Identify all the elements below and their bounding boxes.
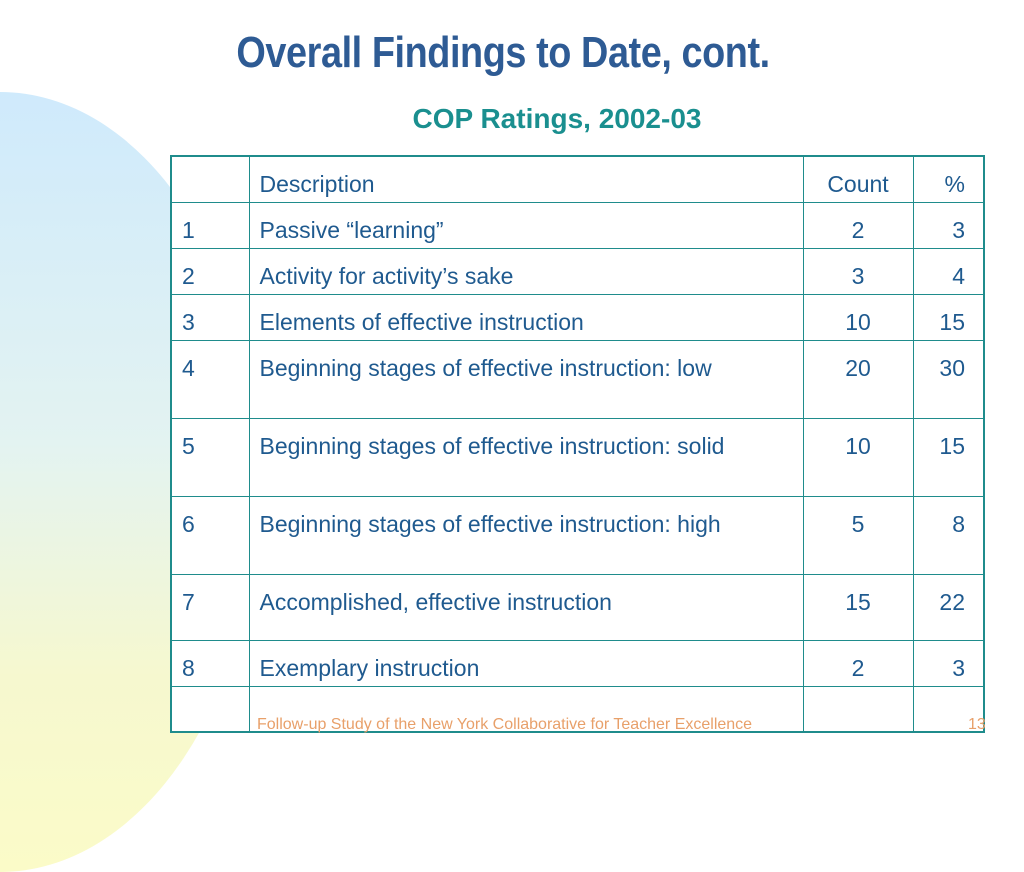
- table-row: [171, 640, 984, 686]
- empty-cell: [171, 686, 249, 732]
- header-description: Description: [249, 156, 803, 202]
- row-percent: 3: [913, 640, 984, 686]
- table-row: [171, 294, 984, 340]
- row-num: 8: [171, 640, 249, 686]
- row-percent: 15: [913, 418, 984, 496]
- header-count: Count: [803, 156, 913, 202]
- row-count: 15: [803, 574, 913, 640]
- row-count: 3: [803, 248, 913, 294]
- row-num: 3: [171, 294, 249, 340]
- row-count: 2: [803, 640, 913, 686]
- row-num: 6: [171, 496, 249, 574]
- header-num: [171, 156, 249, 202]
- table-row: [171, 574, 984, 640]
- empty-cell: [803, 686, 913, 732]
- table-row: [171, 418, 984, 496]
- slide-footer: Follow-up Study of the New York Collaborative for Teacher Excellence: [257, 716, 753, 733]
- table-row: [171, 202, 984, 248]
- table-row: [171, 340, 984, 418]
- table-row: [171, 496, 984, 574]
- row-num: 1: [171, 202, 249, 248]
- row-description: Exemplary instruction: [249, 640, 803, 686]
- slide-title: Overall Findings to Date, cont.: [236, 28, 770, 77]
- ratings-table: [170, 155, 985, 733]
- row-percent: 3: [913, 202, 984, 248]
- row-percent: 4: [913, 248, 984, 294]
- row-num: 5: [171, 418, 249, 496]
- row-num: 2: [171, 248, 249, 294]
- row-percent: 30: [913, 340, 984, 418]
- row-num: 7: [171, 574, 249, 640]
- row-count: 5: [803, 496, 913, 574]
- row-count: 10: [803, 294, 913, 340]
- header-percent: %: [913, 156, 984, 202]
- row-percent: 22: [913, 574, 984, 640]
- page-number: 13: [968, 716, 986, 733]
- table-header-row: [171, 156, 984, 202]
- row-num: 4: [171, 340, 249, 418]
- row-description: Activity for activity’s sake: [249, 248, 803, 294]
- row-description: Elements of effective instruction: [249, 294, 803, 340]
- row-percent: 8: [913, 496, 984, 574]
- row-description: Beginning stages of effective instruction: solid: [249, 418, 803, 496]
- row-description: Beginning stages of effective instruction: high: [249, 496, 803, 574]
- row-count: 2: [803, 202, 913, 248]
- row-count: 10: [803, 418, 913, 496]
- row-count: 20: [803, 340, 913, 418]
- row-description: Passive “learning”: [249, 202, 803, 248]
- row-percent: 15: [913, 294, 984, 340]
- row-description: Accomplished, effective instruction: [249, 574, 803, 640]
- table-row: [171, 248, 984, 294]
- row-description: Beginning stages of effective instruction: low: [249, 340, 803, 418]
- slide-subtitle: COP Ratings, 2002-03: [412, 103, 702, 134]
